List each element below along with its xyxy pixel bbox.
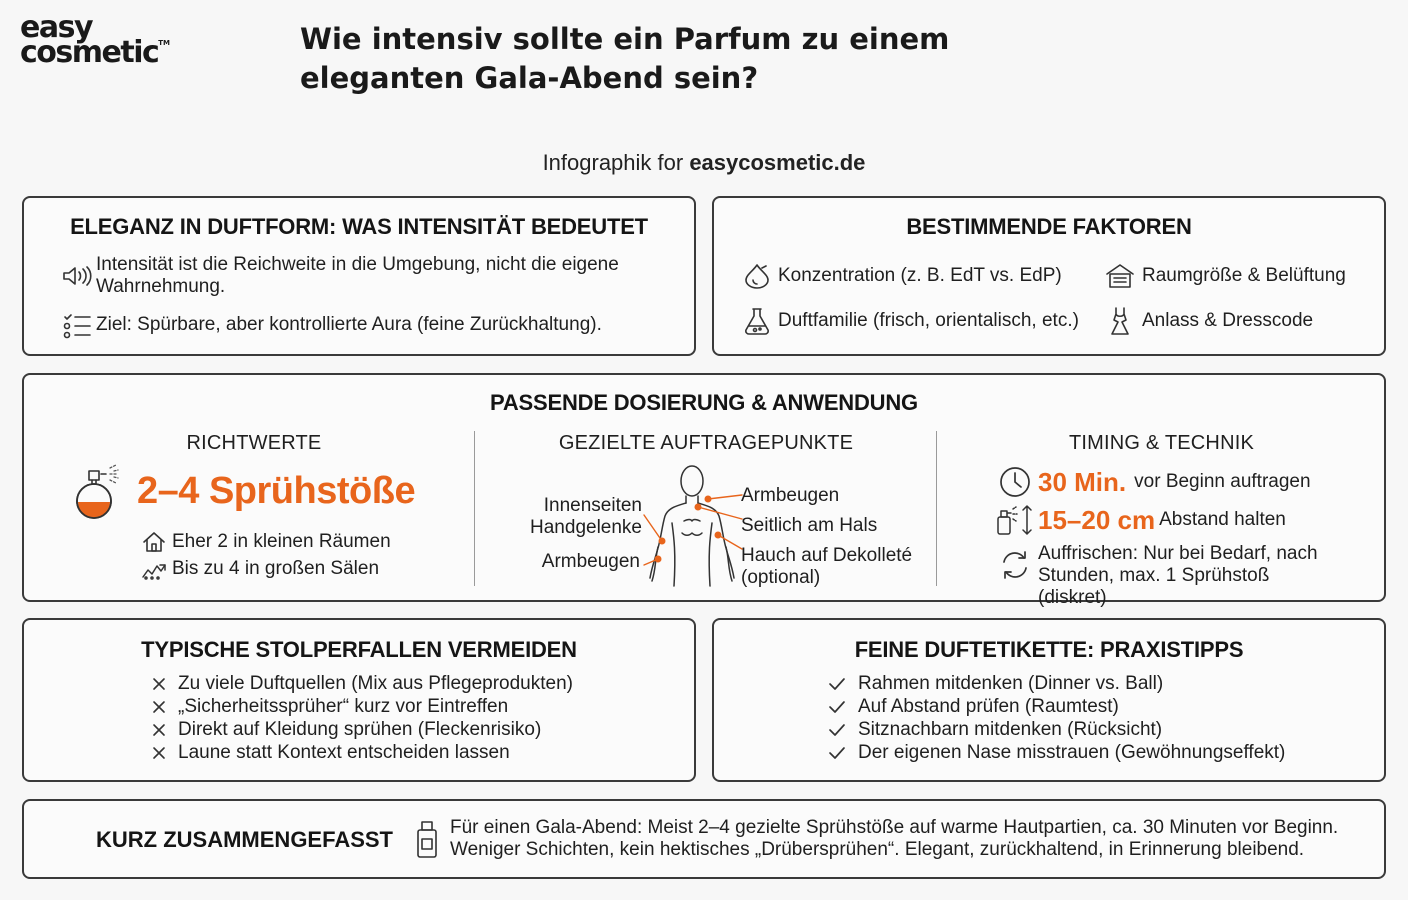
column-divider: [474, 431, 475, 586]
crowd-icon: [136, 557, 172, 581]
elegance-item-text: Ziel: Spürbare, aber kontrollierte Aura (feine Zurückhaltung).: [96, 314, 602, 335]
etiquette-panel: [712, 618, 1386, 782]
elegance-item: [58, 254, 678, 298]
etiquette-text: Sitznachbarn mitdenken (Rücksicht): [858, 719, 1163, 740]
pitfall-item: [152, 695, 573, 718]
logo-line-2: cosmetic: [20, 34, 159, 70]
pitfalls-title: TYPISCHE STOLPERFALLEN VERMEIDEN: [141, 637, 577, 662]
point-label-elbow-left: Armbeugen: [541, 551, 640, 572]
dose-amount: 2–4 Sprühstöße: [137, 470, 416, 512]
etiquette-item: [828, 695, 1285, 718]
pitfall-item: [152, 718, 573, 741]
factors-panel: [712, 196, 1386, 356]
pitfalls-list: [152, 672, 573, 764]
factors-title: BESTIMMENDE FAKTOREN: [906, 214, 1192, 239]
cross-icon: [152, 723, 178, 737]
etiquette-item: [828, 718, 1285, 741]
guide-small: [136, 530, 391, 554]
etiquette-title: FEINE DUFTETIKETTE: PRAXISTIPPS: [854, 637, 1244, 662]
dosage-title: PASSENDE DOSIERUNG & ANWENDUNG: [490, 390, 918, 415]
house-icon: [136, 530, 172, 554]
check-icon: [828, 700, 858, 714]
pitfall-text: „Sicherheitssprüher“ kurz vor Eintreffen: [178, 696, 509, 717]
pitfalls-panel: [22, 618, 696, 782]
subtitle-site: easycosmetic.de: [689, 150, 866, 175]
elegance-title: ELEGANZ IN DUFTFORM: WAS INTENSITÄT BEDEUTET: [70, 214, 648, 239]
distance-value: 15–20 cm: [1038, 505, 1156, 535]
point-label-neck: Seitlich am Hals: [741, 515, 878, 536]
factor-item-text: Konzentration (z. B. EdT vs. EdP): [778, 265, 1062, 286]
distance-text: Abstand halten: [1159, 509, 1286, 530]
factor-item: [736, 306, 1079, 336]
guide-small-text: Eher 2 in kleinen Räumen: [172, 531, 391, 552]
etiquette-item: [828, 741, 1285, 764]
check-icon: [828, 723, 858, 737]
spray-distance-icon: [992, 503, 1038, 537]
pitfall-item: [152, 741, 573, 764]
cross-icon: [152, 677, 178, 691]
etiquette-item: [828, 672, 1285, 695]
point-label-elbow-right: Armbeugen: [741, 485, 840, 506]
clock-icon: [992, 465, 1038, 499]
logo-trademark: TM: [158, 38, 171, 47]
building-icon: [1098, 262, 1142, 290]
time-value: 30 Min.: [1038, 467, 1127, 497]
logo-line-1: easy: [20, 10, 93, 45]
etiquette-list: [828, 672, 1285, 764]
guide-large-text: Bis zu 4 in großen Sälen: [172, 558, 380, 579]
factor-item: [736, 262, 1062, 290]
dress-icon: [1098, 306, 1142, 336]
pitfall-item: [152, 672, 573, 695]
factor-item: [1098, 262, 1346, 290]
elegance-item: [58, 314, 678, 338]
timing-distance: [992, 503, 1286, 537]
factor-item-text: Raumgröße & Belüftung: [1142, 265, 1346, 286]
timing-time: [992, 465, 1311, 499]
drop-icon: [736, 262, 778, 290]
elegance-item-text: Intensität ist die Reichweite in die Umgebung, nicht die eigene Wahrnehmung.: [96, 254, 619, 297]
summary-text: Für einen Gala-Abend: Meist 2–4 gezielte Sprühstöße auf warme Hautpartien, ca. 30 Minuten vor Beginn. Weniger Schichten, kein hektisches „Drübersprühen“. Elegant, zurückhaltend, in Erinnerung bleibend.: [450, 817, 1339, 860]
etiquette-text: Auf Abstand prüfen (Raumtest): [858, 696, 1119, 717]
body-outline-icon: [624, 463, 756, 587]
guide-large: [136, 557, 379, 581]
refresh-text: Auffrischen: Nur bei Bedarf, nach Stunden, max. 1 Sprühstoß (diskret): [1038, 543, 1318, 608]
check-icon: [828, 677, 858, 691]
point-label-wrist: Innenseiten Handgelenke: [530, 495, 642, 538]
factor-item-text: Anlass & Dresscode: [1142, 310, 1314, 331]
timing-refresh: [992, 543, 1343, 609]
perfume-bottle-icon: [412, 819, 442, 861]
time-text: vor Beginn auftragen: [1134, 471, 1311, 492]
pitfall-text: Laune statt Kontext entscheiden lassen: [178, 742, 510, 763]
guide-title: RICHTWERTE: [186, 432, 322, 454]
timing-title: TIMING & TECHNIK: [1068, 432, 1255, 454]
points-title: GEZIELTE AUFTRAGEPUNKTE: [558, 432, 854, 454]
elegance-panel: [22, 196, 696, 356]
refresh-icon: [992, 543, 1038, 587]
subtitle: [0, 150, 1408, 176]
check-icon: [828, 746, 858, 760]
subtitle-prefix: Infographik for: [542, 150, 690, 175]
etiquette-text: Rahmen mitdenken (Dinner vs. Ball): [858, 673, 1164, 694]
dosage-panel: [22, 373, 1386, 608]
cross-icon: [152, 700, 178, 714]
column-divider: [936, 431, 937, 586]
pitfall-text: Zu viele Duftquellen (Mix aus Pflegeprodukten): [178, 673, 573, 694]
brand-logo: [20, 10, 180, 70]
flask-icon: [736, 306, 778, 336]
page-title: Wie intensiv sollte ein Parfum zu einem eleganten Gala-Abend sein?: [300, 22, 950, 95]
summary-panel: [22, 799, 1386, 879]
factor-item: [1098, 306, 1313, 336]
point-label-decollete: Hauch auf Dekolleté (optional): [741, 545, 913, 588]
etiquette-text: Der eigenen Nase misstrauen (Gewöhnungseffekt): [858, 742, 1286, 763]
checklist-icon: [58, 314, 96, 338]
summary-title: KURZ ZUSAMMENGEFASST: [96, 827, 393, 852]
cross-icon: [152, 746, 178, 760]
factor-item-text: Duftfamilie (frisch, orientalisch, etc.): [778, 310, 1079, 331]
perfume-spray-icon: [70, 463, 126, 523]
speaker-icon: [58, 254, 96, 298]
pitfall-text: Direkt auf Kleidung sprühen (Fleckenrisiko): [178, 719, 542, 740]
